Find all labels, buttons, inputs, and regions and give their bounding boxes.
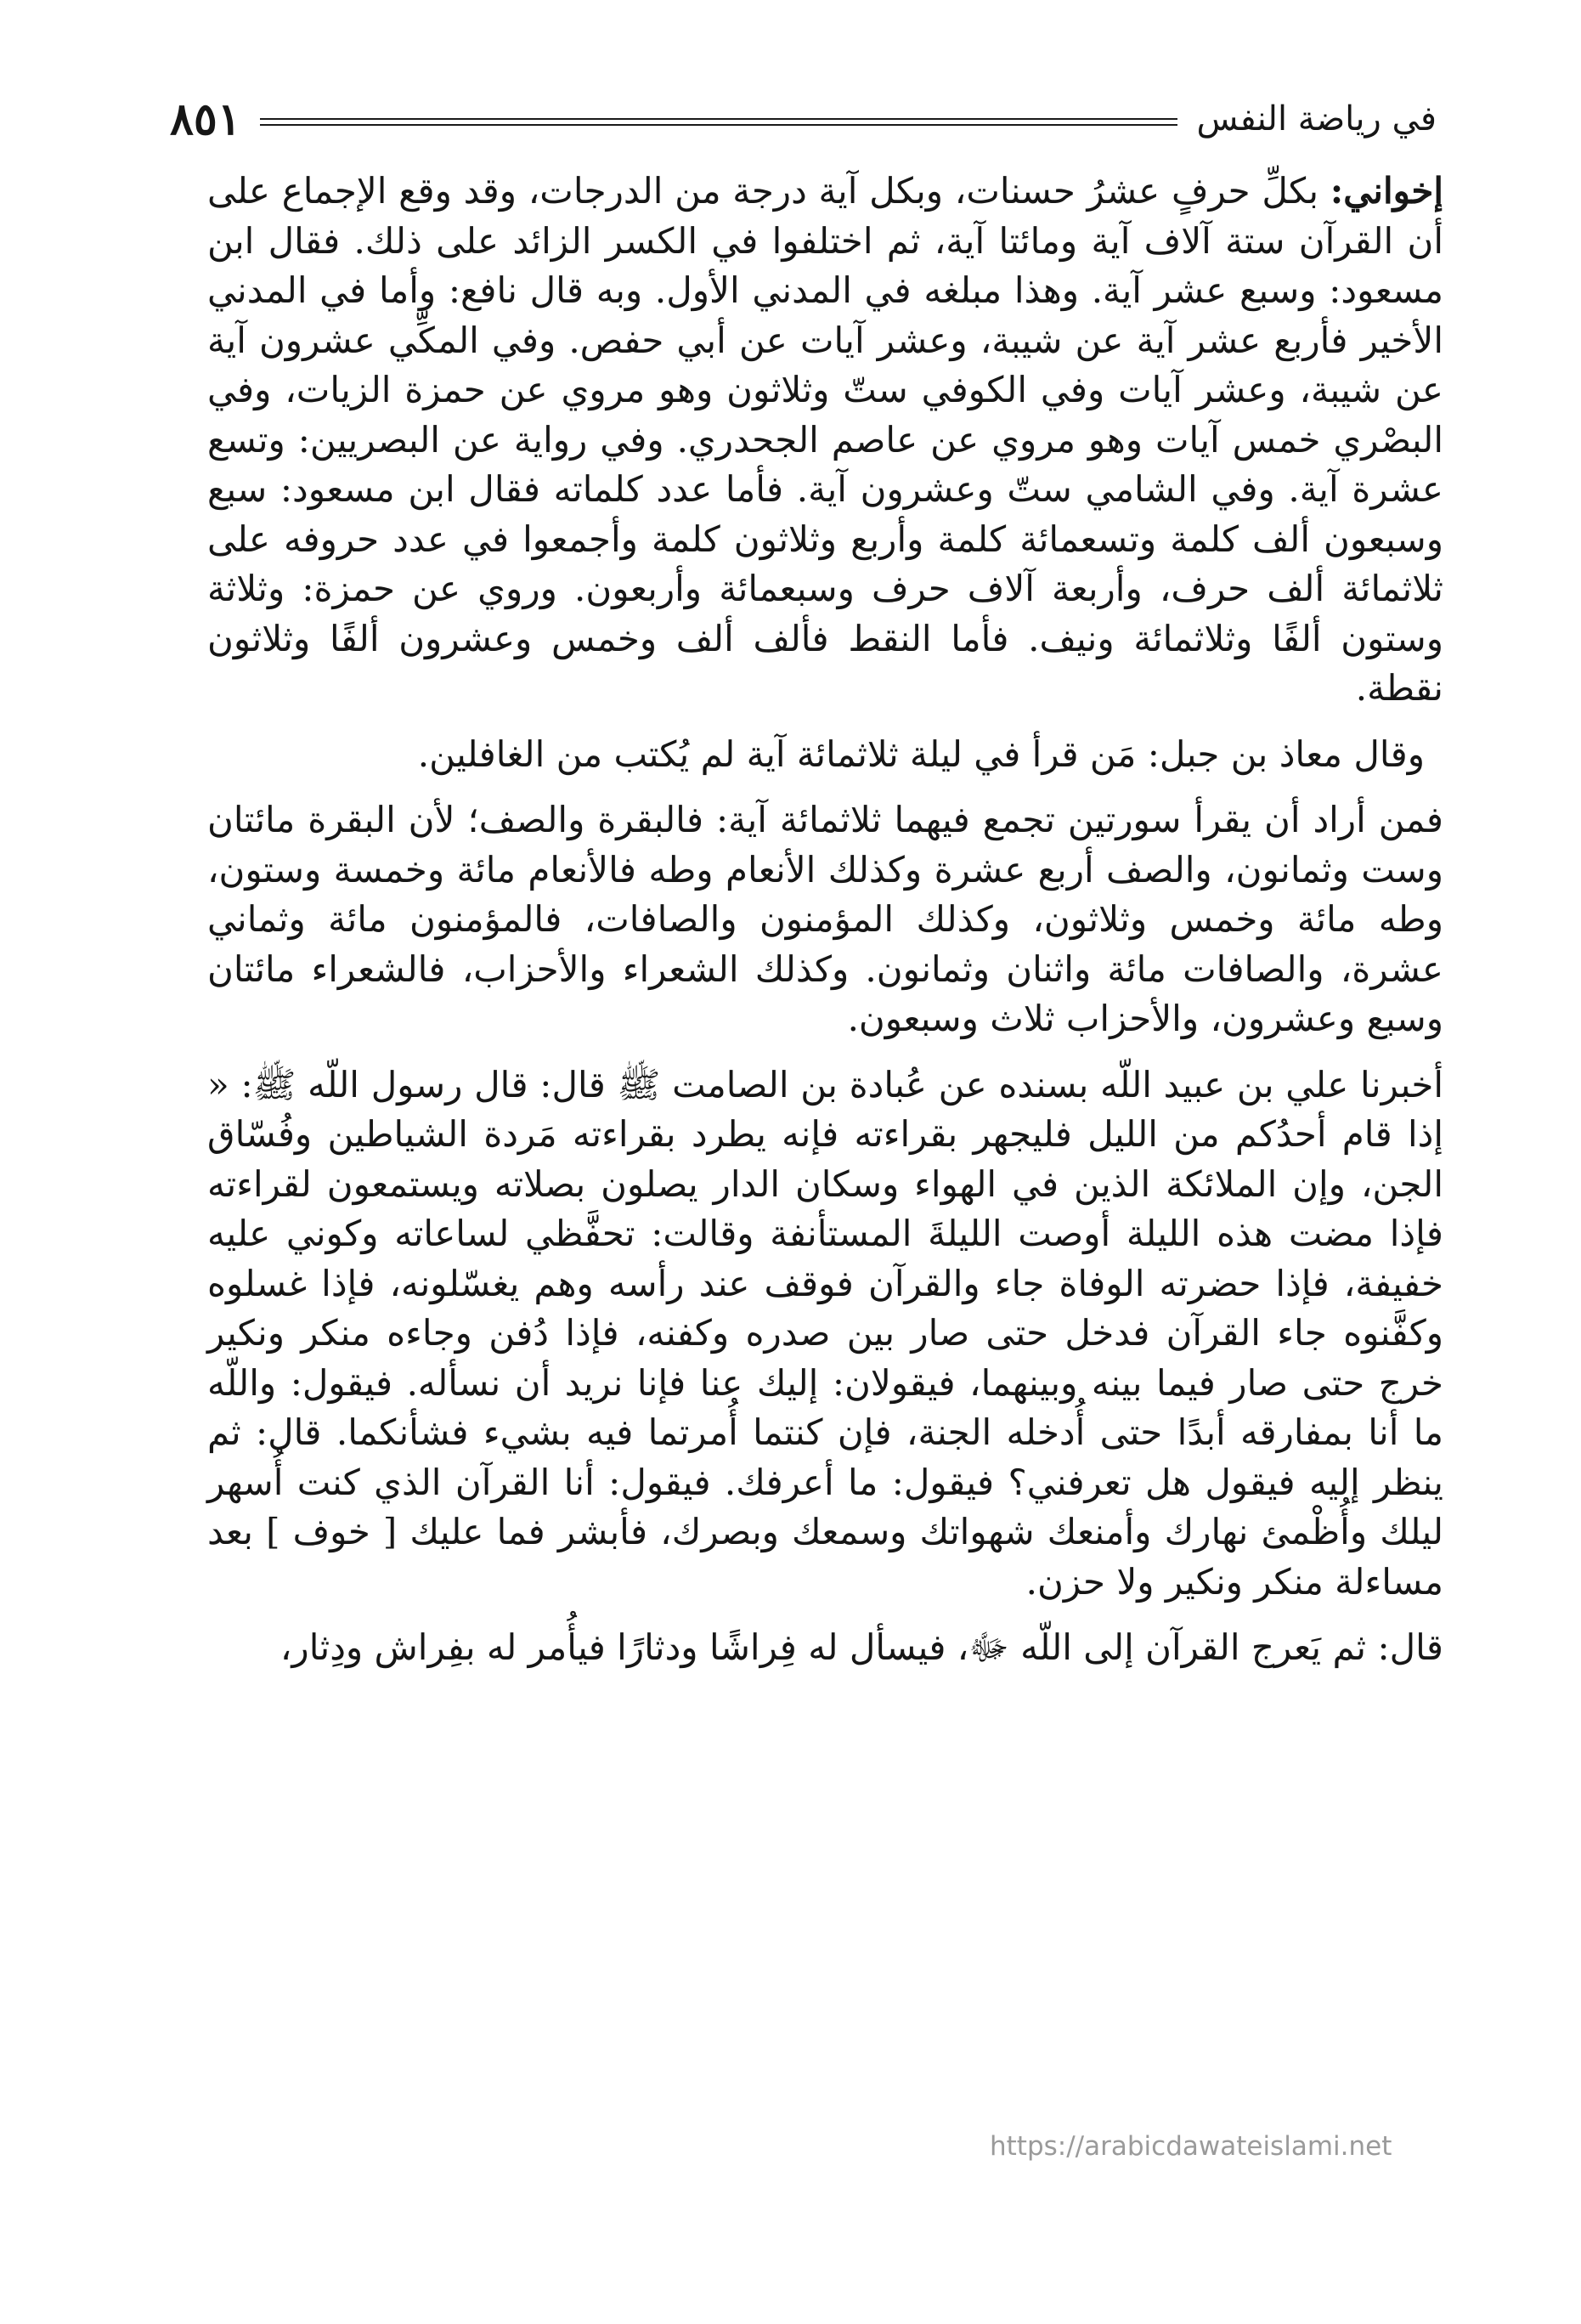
paragraph-text: أخبرنا علي بن عبيد اللّه بسنده عن عُبادة بن الصامت ﷺ قال: قال رسول اللّه ﷺ: « إذا قام أحدُكم من الليل فليجهر بقراءته فإنه يطرد بقراءته مَردة الشياطين وفُسّاق الجن، وإن الملائكة الذين في الهواء وسكان الدار يصلون بصلاته ويستمعون لقراءته فإذا مضت هذه الليلة أوصت الليلةَ المستأنفة وقالت: تحفَّظي لساعاته وكوني عليه خفيفة، فإذا حضرته الوفاة جاء والقرآن فوقف عند رأسه وهم يغسّلونه، فإذا غسلوه وكفَّنوه جاء القرآن فدخل حتى صار بين صدره وكفنه، فإذا دُفن وجاءه منكر ونكير خرج حتى صار فيما بينه وبينهما، فيقولان: إليك عنا فإنا نريد أن نسأله. فيقول: واللّه ما أنا بمفارقه أبدًا حتى أُدخله الجنة، فإن كنتما أُمرتما فيه بشيء فشأنكما. قال: ثم ينظر إليه فيقول هل تعرفني؟ فيقول: ما أعرفك. فيقول: أنا القرآن الذي كنت أُسهر ليلك وأُظْمئ نهارك وأمنعك شهواتك وسمعك وبصرك، فأبشر فما عليك [ خوف ] بعد مساءلة منكر ونكير ولا حزن. xyxy=(207,1063,1443,1603)
paragraph-text: بكلِّ حرفٍ عشرُ حسنات، وبكل آية درجة من الدرجات، وقد وقع الإجماع على أن القرآن ستة آلاف آية ومائتا آية، ثم اختلفوا في الكسر الزائد على ذلك. فقال ابن مسعود: وسبع عشر آية. وهذا مبلغه في المدني الأول. وبه قال نافع: وأما في المدني الأخير فأربع عشر آية عن شيبة، وعشر آيات عن أبي حفص. وفي المكِّي عشرون آية عن شيبة، وعشر آيات وفي الكوفي ستّ وثلاثون وهو مروي عن حمزة الزيات، وفي البصْري خمس آيات وهو مروي عن عاصم الجحدري. وفي رواية عن البصريين: وتسع عشرة آية. وفي الشامي ستّ وعشرون آية. فأما عدد كلماته فقال ابن مسعود: سبع وسبعون ألف كلمة وتسعمائة كلمة وأربع وثلاثون كلمة وأجمعوا في عدد حروفه على ثلاثمائة ألف حرف، وأربعة آلاف حرف وسبعمائة وأربعون. وروي عن حمزة: وثلاثة وستون ألفًا وثلاثمائة ونيف. فأما النقط فألف ألف وخمس وعشرون ألفًا وثلاثون نقطة. xyxy=(207,170,1443,709)
paragraph-hadith xyxy=(207,1060,1443,1608)
paragraph-lead: إخواني: xyxy=(1330,170,1443,212)
paragraph-ikhwani xyxy=(207,167,1443,714)
header-rule xyxy=(260,118,1178,126)
running-title: في رياضة النفس xyxy=(1196,99,1437,139)
paragraph-closing xyxy=(207,1623,1443,1673)
paragraph-muadh xyxy=(207,730,1443,780)
source-watermark: https://arabicdawateislami.net xyxy=(990,2131,1392,2162)
body-text xyxy=(207,167,1443,1689)
page-number: ٨٥١ xyxy=(170,93,241,145)
paragraph-text: قال: ثم يَعرج القرآن إلى اللّه ﷻ، فيسأل له فِراشًا ودثارًا فيأُمر له بفِراش ودِثار، xyxy=(279,1626,1443,1668)
paragraph-text: وقال معاذ بن جبل: مَن قرأ في ليلة ثلاثمائة آية لم يُكتب من الغافلين. xyxy=(417,732,1425,775)
page-header xyxy=(170,92,1437,146)
paragraph-two-surahs xyxy=(207,795,1443,1044)
paragraph-text: فمن أراد أن يقرأ سورتين تجمع فيهما ثلاثمائة آية: فالبقرة والصف؛ لأن البقرة مائتان وست وثمانون، والصف أربع عشرة وكذلك الأنعام وطه فالأنعام مائة وخمسة وستون، وطه مائة وخمس وثلاثون، وكذلك المؤمنون والصافات، فالمؤمنون مائة وثماني عشرة، والصافات مائة واثنان وثمانون. وكذلك الشعراء والأحزاب، فالشعراء مائتان وسبع وعشرون، والأحزاب ثلاث وسبعون. xyxy=(207,799,1443,1039)
